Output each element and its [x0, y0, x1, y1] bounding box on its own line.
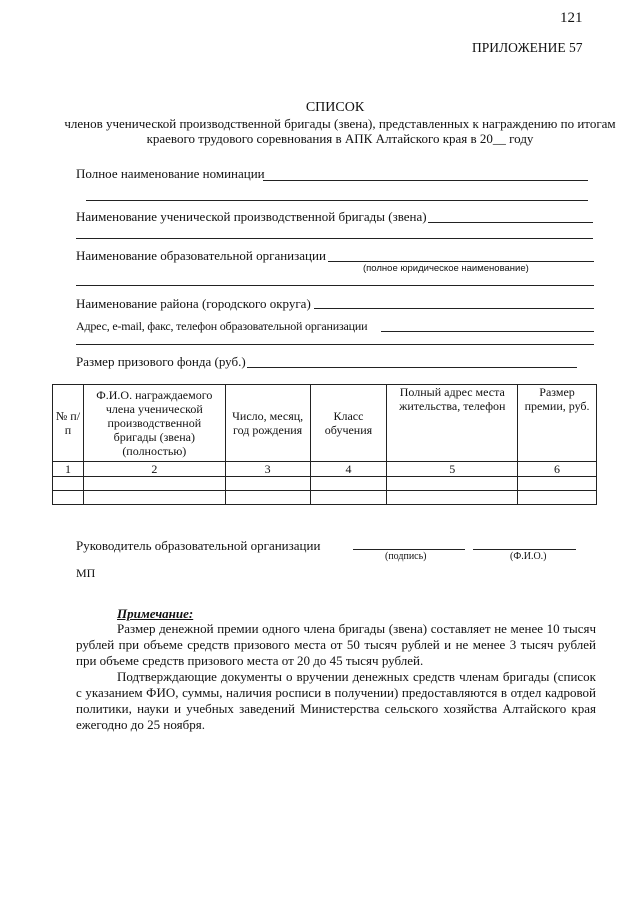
table-cell[interactable]	[518, 491, 597, 505]
column-number: 1	[53, 462, 84, 477]
table-cell[interactable]	[83, 491, 225, 505]
signature-label: Руководитель образовательной организации	[76, 538, 321, 553]
col-header-address: Полный адрес места жительства, телефон	[387, 385, 518, 462]
col-header-fio: Ф.И.О. награждаемого члена ученической производственной бригады (звена) (полностью)	[83, 385, 225, 462]
signature-hint: (подпись)	[385, 551, 427, 562]
table-cell[interactable]	[225, 477, 310, 491]
district-label: Наименование района (городского округа)	[76, 296, 311, 311]
column-number: 6	[518, 462, 597, 477]
table-row	[53, 477, 597, 491]
column-number: 5	[387, 462, 518, 477]
nomination-label: Полное наименование номинации	[76, 166, 265, 181]
name-hint: (Ф.И.О.)	[510, 551, 547, 562]
brigade-line-2[interactable]	[76, 238, 593, 239]
note-paragraph-2: Подтверждающие документы о вручении денежных средств членам бригады (список с указанием ФИО, суммы, наличия росписи в получении) предоставляются в отдел кадровой политики, науки и учебных заведений Министерства сельского хозяйства Алтайского края ежегодно до 25 ноября.	[76, 669, 596, 732]
organization-label: Наименование образовательной организации	[76, 248, 326, 263]
table-cell[interactable]	[225, 491, 310, 505]
prize-fund-line[interactable]	[247, 367, 577, 368]
prize-fund-label: Размер призового фонда (руб.)	[76, 354, 246, 369]
nomination-line[interactable]	[263, 180, 588, 181]
appendix-label: ПРИЛОЖЕНИЕ 57	[472, 40, 583, 55]
brigade-label: Наименование ученической производственной бригады (звена)	[76, 209, 427, 224]
organization-line[interactable]	[328, 261, 594, 262]
table-row	[53, 491, 597, 505]
table-cell[interactable]	[310, 477, 387, 491]
table-cell[interactable]	[83, 477, 225, 491]
name-line[interactable]	[473, 549, 576, 550]
stamp-label: МП	[76, 566, 96, 580]
table-cell[interactable]	[310, 491, 387, 505]
document-subtitle: членов ученической производственной бригады (звена), представленных к награждению по итогам краевого трудового соревнования в АПК Алтайского края в 20__ году	[64, 116, 616, 146]
nomination-line-2[interactable]	[86, 200, 588, 201]
table-header-row	[53, 385, 597, 462]
table-cell[interactable]	[518, 477, 597, 491]
col-header-class: Класс обучения	[310, 385, 387, 462]
awardees-table	[52, 384, 597, 505]
district-line[interactable]	[314, 308, 594, 309]
note-paragraph-1: Размер денежной премии одного члена бригады (звена) составляет не менее 10 тысяч рублей при объеме средств призового места от 50 тысяч рублей и не менее 3 тысяч рублей при объеме средств призового места от 20 до 45 тысяч рублей.	[76, 621, 596, 668]
table-cell[interactable]	[53, 491, 84, 505]
note-title: Примечание:	[117, 606, 194, 621]
organization-line-2[interactable]	[76, 285, 594, 286]
address-line[interactable]	[381, 331, 594, 332]
brigade-line[interactable]	[428, 222, 593, 223]
table-column-numbers-row	[53, 462, 597, 477]
document-title: СПИСОК	[305, 100, 365, 115]
column-number: 2	[83, 462, 225, 477]
col-header-birth-date: Число, месяц, год рождения	[225, 385, 310, 462]
table-cell[interactable]	[53, 477, 84, 491]
organization-hint: (полное юридическое наименование)	[363, 263, 529, 274]
col-header-premium: Размер премии, руб.	[518, 385, 597, 462]
column-number: 3	[225, 462, 310, 477]
column-number: 4	[310, 462, 387, 477]
col-header-number: № п/п	[53, 385, 84, 462]
page-number: 121	[560, 10, 583, 26]
table-cell[interactable]	[387, 477, 518, 491]
address-line-2[interactable]	[76, 344, 594, 345]
signature-line[interactable]	[353, 549, 465, 550]
table-cell[interactable]	[387, 491, 518, 505]
address-label: Адрес, e-mail, факс, телефон образовательной организации	[76, 319, 368, 333]
